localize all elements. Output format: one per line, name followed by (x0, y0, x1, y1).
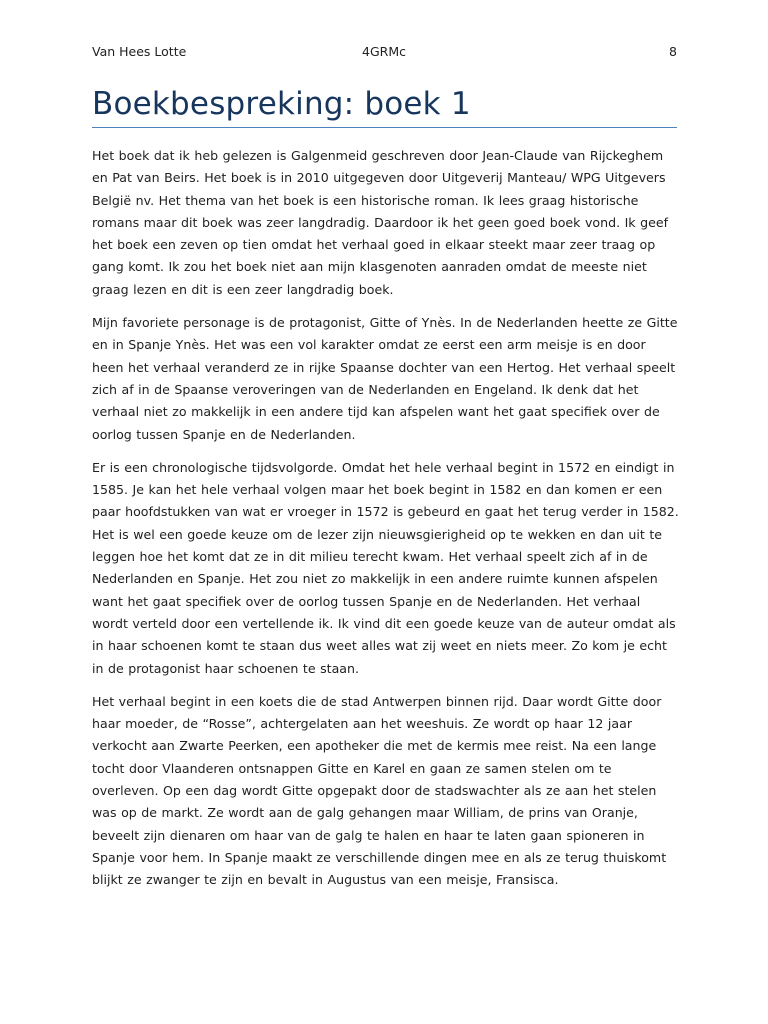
header-class: 4GRMc (362, 44, 406, 59)
paragraph-1: Het boek dat ik heb gelezen is Galgenmeid geschreven door Jean-Claude van Rijckeghem en Pat van Beirs. Het boek is in 2010 uitgegeven door Uitgeverij Manteau/ WPG Uitgevers België nv. Het thema van het boek is een historische roman. Ik lees graag historische romans maar dit boek was zeer langdradig. Daardoor ik het geen goed boek vond. Ik geef het boek een zeven op tien omdat het verhaal goed in elkaar steekt maar zeer traag op gang komt. Ik zou het boek niet aan mijn klasgenoten aanraden omdat de meeste niet graag lezen en dit is een zeer langdradig boek. (92, 148, 669, 297)
running-header (92, 43, 677, 61)
paragraph-2: Mijn favoriete personage is de protagonist, Gitte of Ynès. In de Nederlanden heette ze Gitte en in Spanje Ynès. Het was een vol karakter omdat ze eerst een arm meisje is en door heen het verhaal veranderd ze in rijke Spaanse dochter van een Hertog. Het verhaal speelt zich af in de Spaanse veroveringen van de Nederlanden en Engeland. Ik denk dat het verhaal niet zo makkelijk in een andere tijd kan afspelen want het gaat specifiek over de oorlog tussen Spanje en de Nederlanden. (92, 315, 678, 442)
header-page-number: 8 (669, 44, 677, 59)
body-text (92, 145, 679, 903)
paragraph-3: Er is een chronologische tijdsvolgorde. Omdat het hele verhaal begint in 1572 en eindigt in 1585. Je kan het hele verhaal volgen maar het boek begint in 1582 en dan komen er een paar hoofdstukken van wat er vroeger in 1572 is gebeurd en gaat het terug verder in 1582. Het is wel een goede keuze om de lezer zijn nieuwsgierigheid op te wekken en dan uit te leggen hoe het komt dat ze in dit milieu terecht kwam. Het verhaal speelt zich af in de Nederlanden en Spanje. Het zou niet zo makkelijk in een andere ruimte kunnen afspelen want het gaat specifiek over de oorlog tussen Spanje en de Nederlanden. Het verhaal wordt verteld door een vertellende ik. Ik vind dit een goede keuze van de auteur omdat als in haar schoenen komt te staan dus weet alles wat zij weet en niets meer. Zo kom je echt in de protagonist haar schoenen te staan. (92, 459, 679, 676)
header-author: Van Hees Lotte (92, 44, 187, 59)
paragraph-4: Het verhaal begint in een koets die de stad Antwerpen binnen rijd. Daar wordt Gitte door haar moeder, de “Rosse”, achtergelaten aan het weeshuis. Ze wordt op haar 12 jaar verkocht aan Zwarte Peerken, een apotheker die met de kermis mee reist. Na een lange tocht door Vlaanderen ontsnappen Gitte en Karel en gaan ze samen stelen om te overleven. Op een dag wordt Gitte opgepakt door de stadswachter als ze aan het stelen was op de markt. Ze wordt aan de galg gehangen maar William, de prins van Oranje, beveelt zijn dienaren om haar van de galg te halen en haar te laten gaan spioneren in Spanje voor hem. In Spanje maakt ze verschillende dingen mee en als ze terug thuiskomt blijkt ze zwanger te zijn en bevalt in Augustus van een meisje, Fransisca. (92, 693, 667, 888)
page-title: Boekbespreking: boek 1 (92, 86, 471, 122)
title-underline (92, 127, 677, 128)
